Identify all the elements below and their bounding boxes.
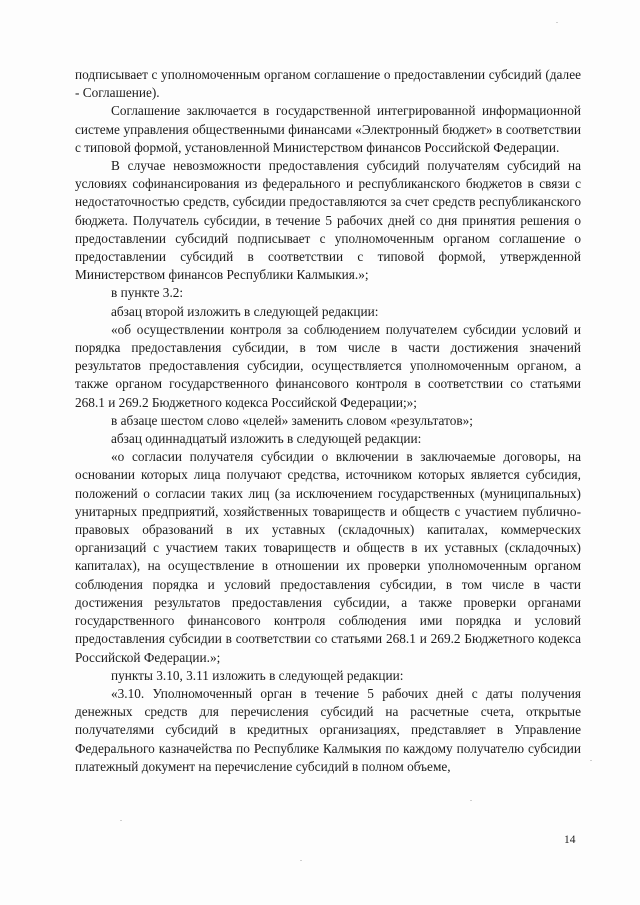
paragraph-eleventh-abzac: абзац одиннадцатый изложить в следующей редакции: — [111, 431, 422, 447]
paragraph-clauses-3-10-3-11: пункты 3.10, 3.11 изложить в следующей редакции: — [111, 667, 404, 683]
scan-speck — [470, 800, 472, 801]
scan-speck — [120, 820, 122, 821]
paragraph-agreement: Соглашение заключается в государственной интегрированной информационной системе управления общественными финансами «Электронный бюджет» в соответствии с типовой формой, установленной Министерством финансов Российской Федерации. — [75, 103, 581, 155]
paragraph-consent-quote: «о согласии получателя субсидии о включении в заключаемые договоры, на основании которых лица получают средства, источником которых является субсидия, положений о согласии таких лиц (за исключением государственных (муниципальных) унитарных предприятий, хозяйственных товариществ и обществ с участием публично-правовых образований в их уставных (складочных) капиталах, коммерческих организаций с участием таких товариществ и обществ в их уставных (складочных) капиталах), на осуществление в отношении их проверки уполномоченным органом соблюдения порядка и условий предоставления субсидии, в том числе в части достижения результатов предоставления субсидии, а также проверки органами государственного финансового контроля соблюдения ими порядка и условий предоставления субсидии в соответствии со статьями 268.1 и 269.2 Бюджетного кодекса Российской Федерации.»; — [75, 449, 581, 665]
scan-speck — [300, 860, 302, 861]
page-number: 14 — [564, 834, 576, 846]
paragraph-sixth-abzac: в абзаце шестом слово «целей» заменить словом «результатов»; — [111, 412, 473, 428]
paragraph-clause-3-2: в пункте 3.2: — [111, 285, 184, 301]
paragraph-continuation: подписывает с уполномоченным органом соглашение о предоставлении субсидий (далее - Соглашение). — [75, 67, 581, 101]
scan-speck — [556, 22, 558, 23]
paragraph-control-quote: «об осуществлении контроля за соблюдением получателем субсидии условий и порядка предоставления субсидии, в том числе в части достижения значений результатов предоставления субсидии, осуществляется уполномоченным органом, а также органом государственного финансового контроля в соответствии со статьями 268.1 и 269.2 Бюджетного кодекса Российской Федерации;»; — [75, 321, 581, 410]
paragraph-second-abzac: абзац второй изложить в следующей редакции: — [111, 303, 379, 319]
scan-speck — [590, 760, 592, 761]
document-body — [75, 66, 581, 776]
paragraph-clause-3-10: «3.10. Уполномоченный орган в течение 5 рабочих дней с даты получения денежных средств для перечисления субсидий на расчетные счета, открытые получателями субсидий в кредитных организациях, представляет в Управление Федерального казначейства по Республике Калмыкия по каждому получателю субсидии платежный документ на перечисление субсидий в полном объеме, — [75, 685, 581, 774]
paragraph-cofinancing: В случае невозможности предоставления субсидий получателям субсидий на условиях софинансирования из федерального и республиканского бюджетов в связи с недостаточностью средств, субсидии предоставляются за счет средств республиканского бюджета. Получатель субсидии, в течение 5 рабочих дней со дня принятия решения о предоставлении субсидий подписывает с уполномоченным органом соглашение о предоставлении субсидий в соответствии с типовой формой, утвержденной Министерством финансов Республики Калмыкия.»; — [75, 158, 581, 283]
